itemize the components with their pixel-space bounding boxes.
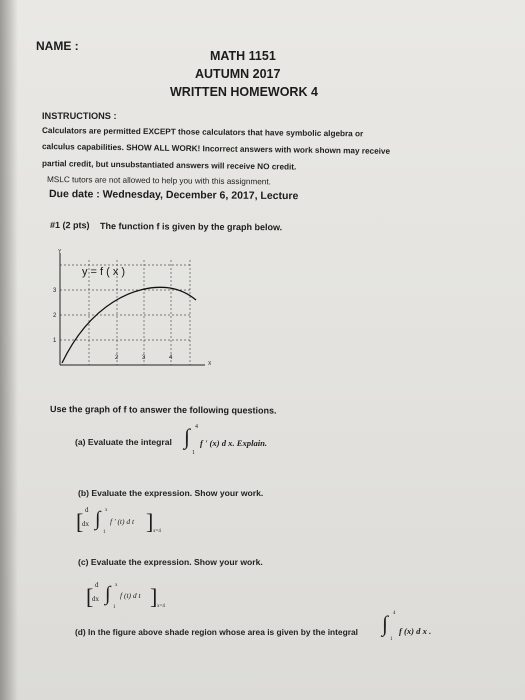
part-d-integral-sign: ∫ [382,611,389,636]
y-tick-2: 2 [53,313,57,319]
course-title: MATH 1151 [210,49,276,63]
part-b-evaluation: x=4 [153,529,161,534]
instructions-line-3: partial credit, but unsubstantiated answers will receive NO credit. [41,159,297,172]
part-d-label: (d) In the figure above shade region whose area is given by the integral [75,627,358,637]
part-b-integral-sign: ∫ [95,508,101,530]
part-c-integral-sign: ∫ [105,583,111,605]
function-label: y = f ( x ) [82,266,126,278]
due-date: Due date : Wednesday, December 6, 2017, Lecture [48,188,299,203]
instructions-heading: INSTRUCTIONS : [42,111,117,121]
part-a-integral-sign: ∫ [184,424,191,449]
part-c-dx-denominator: dx [92,595,99,603]
part-b-integrand: f ' (t) d t [110,517,135,526]
graph-instruction: Use the graph of f to answer the following questions. [49,404,277,416]
part-a-integrand: f ' (x) d x. Explain. [200,438,268,448]
part-d-integrand: f (x) d x . [399,626,432,636]
part-b-upper-limit: x [105,508,108,513]
x-tick-4: 4 [169,355,173,361]
part-b-dx-denominator: dx [82,520,89,528]
part-c-close-bracket: ] [150,584,158,609]
function-graph [40,245,220,395]
part-c-integrand: f (t) d t [120,591,141,600]
term-title: AUTUMN 2017 [195,67,281,81]
part-a-lower-limit: 1 [192,450,195,456]
part-b-expression [76,505,186,541]
assignment-title: WRITTEN HOMEWORK 4 [170,85,318,99]
part-b-lower-limit: 1 [103,530,106,535]
y-tick-1: 1 [53,338,57,344]
part-b-label: (b) Evaluate the expression. Show your work. [78,488,264,498]
part-c-open-bracket: [ [86,584,94,609]
instructions-line-4: MSLC tutors are not allowed to help you with this assignment. [46,175,271,187]
function-curve [62,287,196,363]
instructions-line-2: calculus capabilities. SHOW ALL WORK! Incorrect answers with work shown may receive [41,142,391,156]
part-a-label: (a) Evaluate the integral [75,437,172,447]
part-a-upper-limit: 4 [195,424,198,430]
part-c-upper-limit: x [115,583,118,588]
part-c-lower-limit: 1 [113,605,116,610]
problem-statement: The function f is given by the graph below. [99,221,283,233]
part-b-open-bracket: [ [76,509,84,534]
part-c-expression [86,580,196,616]
part-c-evaluation: x=4 [157,604,165,609]
y-tick-3: 3 [53,288,57,294]
problem-number: #1 (2 pts) [49,220,90,231]
part-d-lower-limit: 1 [390,637,393,642]
instructions-line-1: Calculators are permitted EXCEPT those calculators that have symbolic algebra or [41,126,364,139]
x-axis-label: X [208,361,212,367]
x-tick-3: 3 [142,355,146,361]
part-c-label: (c) Evaluate the expression. Show your work. [78,557,263,567]
page-shadow [0,0,18,700]
part-b-close-bracket: ] [146,509,154,534]
part-d-upper-limit: 4 [393,611,396,616]
y-axis-label: Y [58,249,62,255]
part-c-d-numerator: d [95,581,99,589]
x-tick-2: 2 [115,355,119,361]
name-label: NAME : [36,39,79,53]
part-b-d-numerator: d [85,506,89,514]
